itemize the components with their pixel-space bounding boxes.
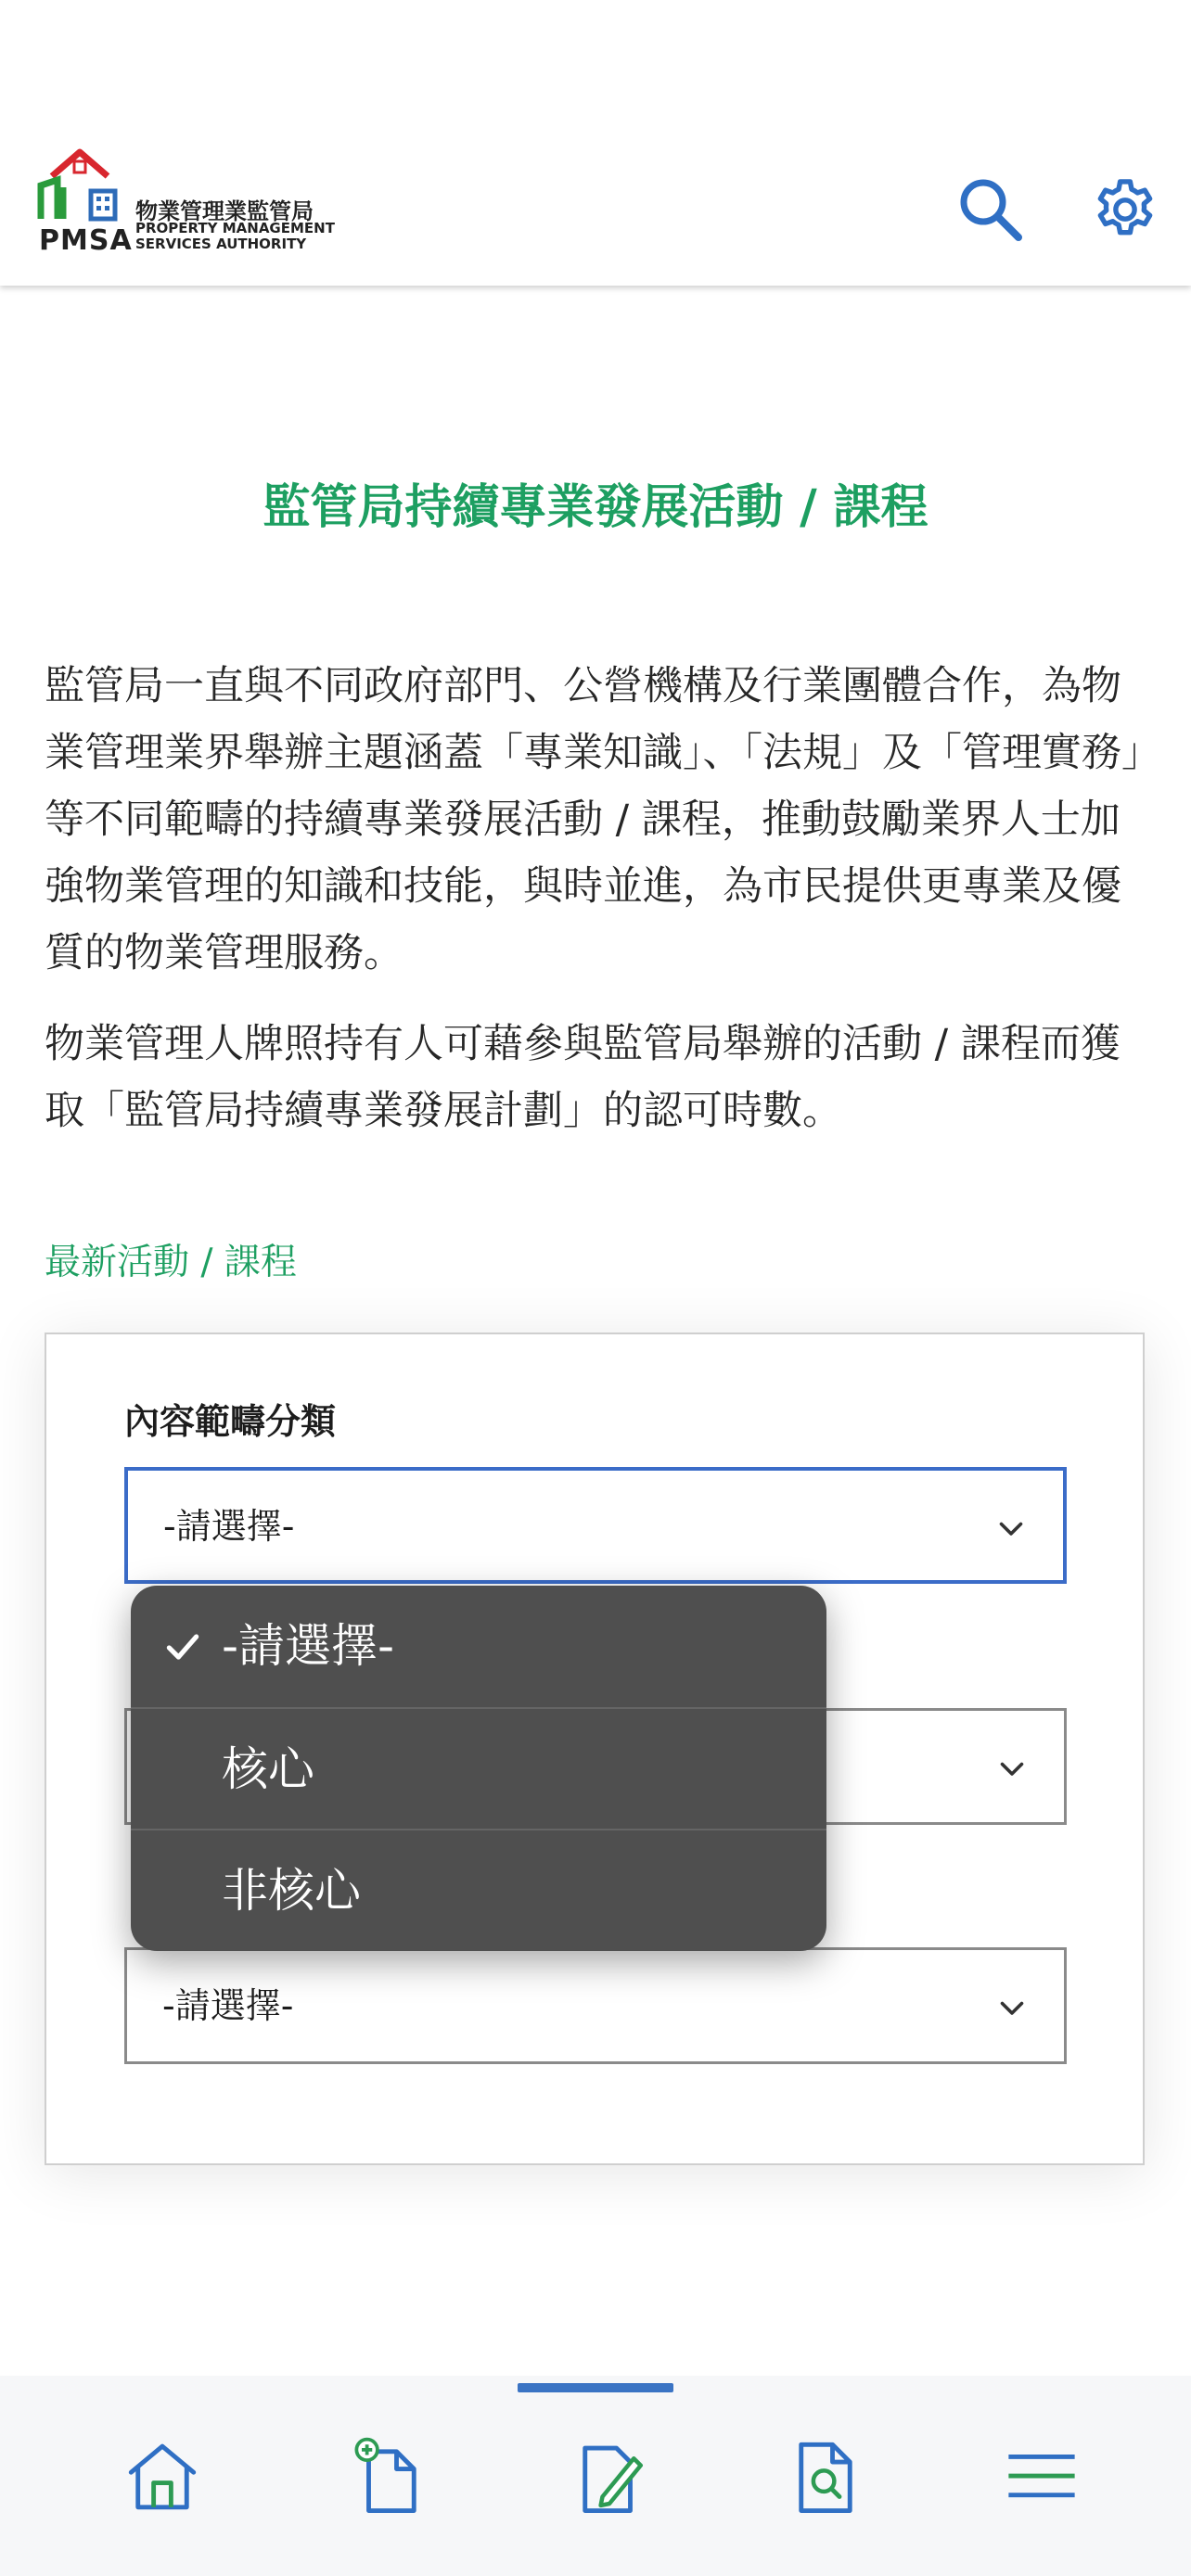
dropdown-option-label: 核心 — [222, 1742, 314, 1796]
edit-document-icon — [568, 2434, 651, 2518]
checkmark-icon — [162, 1626, 203, 1667]
dropdown-option-label: -請選擇- — [222, 1619, 395, 1673]
new-document-icon — [348, 2434, 431, 2518]
chevron-down-icon — [995, 1752, 1029, 1785]
cpd-hours-paragraph: 物業管理人牌照持有人可藉參與監管局舉辦的活動 / 課程而獲取「監管局持續專業發展計劃」的認可時數。 — [45, 1021, 1121, 1134]
logo-abbreviation: PMSA — [39, 224, 133, 257]
settings-button[interactable] — [1090, 174, 1160, 245]
pmsa-logo[interactable] — [37, 148, 334, 260]
page-title: 監管局持續專業發展活動 / 課程 — [263, 480, 928, 535]
latest-activities-link[interactable]: 最新活動 / 課程 — [45, 1242, 297, 1283]
logo-english-name — [135, 221, 335, 252]
category-select[interactable] — [124, 1467, 1067, 1584]
chevron-down-icon — [994, 1511, 1028, 1545]
search-button[interactable] — [955, 174, 1026, 245]
dropdown-option-non-core[interactable] — [131, 1829, 826, 1950]
home-icon — [121, 2434, 204, 2518]
logo-english-line2: SERVICES AUTHORITY — [135, 236, 307, 252]
logo-chinese-name: 物業管理業監管局 — [135, 198, 314, 224]
search-document-icon — [784, 2434, 867, 2518]
category-label: 內容範疇分類 — [124, 1401, 337, 1442]
category-dropdown-menu — [131, 1586, 826, 1951]
third-filter-select[interactable] — [124, 1947, 1067, 2064]
tab-home[interactable] — [121, 2434, 204, 2518]
chevron-down-icon — [995, 1991, 1029, 2024]
logo-english-line1: PROPERTY MANAGEMENT — [135, 220, 335, 236]
tab-new-document[interactable] — [348, 2434, 431, 2518]
menu-icon — [1000, 2434, 1083, 2518]
tab-search-document[interactable] — [784, 2434, 867, 2518]
search-icon — [955, 174, 1026, 245]
logo-mark — [37, 148, 130, 226]
tab-edit-document[interactable] — [568, 2434, 651, 2518]
gear-icon — [1090, 174, 1160, 245]
dropdown-option-please-select[interactable] — [131, 1586, 826, 1707]
intro-paragraph: 監管局一直與不同政府部門、公營機構及行業團體合作，為物業管理業界舉辦主題涵蓋「專業知識」、「法規」及「管理實務」等不同範疇的持續專業發展活動 / 課程，推動鼓勵業界人士加強物業管理的知識和技能，與時並進，為市民提供更專業及優質的物業管理服務。 — [45, 663, 1142, 976]
dropdown-option-label: 非核心 — [222, 1864, 361, 1918]
active-tab-indicator — [518, 2383, 673, 2392]
dropdown-option-core[interactable] — [131, 1707, 826, 1829]
app-header — [0, 0, 1191, 286]
third-filter-value: -請選擇- — [162, 1985, 294, 2026]
tab-menu[interactable] — [1000, 2434, 1083, 2518]
category-select-value: -請選擇- — [163, 1506, 295, 1547]
